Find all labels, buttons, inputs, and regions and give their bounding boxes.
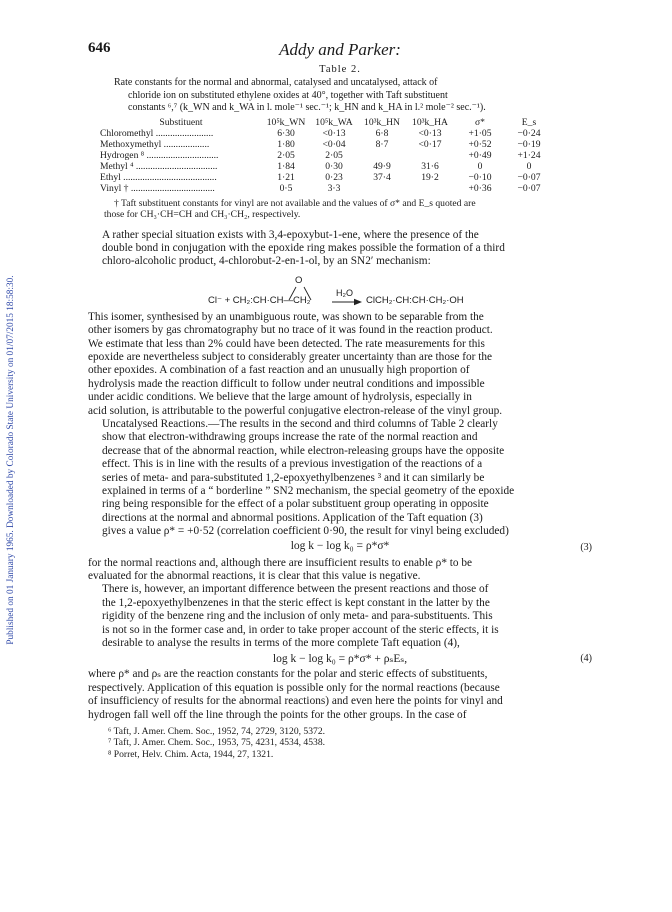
rate-constants-table <box>100 117 552 194</box>
text-line: other epoxides. A combination of a fast reaction and an unusually high proportion of <box>88 364 470 377</box>
caption-line: chloride ion on substituted ethylene oxides at 40°, together with Taft substituent <box>128 89 448 101</box>
text-line: explained in terms of a “ borderline ” SN2 mechanism, the special geometry of the epoxide <box>102 485 515 497</box>
table-cell: Methoxymethyl ................... <box>100 138 210 150</box>
table-cell: <0·04 <box>322 138 346 150</box>
table-number: Table 2. <box>319 64 361 75</box>
equation-number: (4) <box>580 653 592 665</box>
equation-expression: log k − log k₀ = ρ*σ* + ρₛEₛ, <box>272 653 408 666</box>
article-body <box>88 229 592 723</box>
table-cell: +1·24 <box>517 149 541 161</box>
paragraph <box>88 557 592 584</box>
text-line: where ρ* and ρₛ are the reaction constants for the polar and steric effects of substituents, <box>88 668 488 681</box>
table-cell: 0·30 <box>325 160 343 172</box>
table-cell: −0·19 <box>517 138 541 150</box>
text-line: other isomers by gas chromatography but no trace of it was found in the reaction product. <box>88 324 493 337</box>
table-cell <box>358 150 406 161</box>
column-header: σ* <box>475 116 485 128</box>
text-line: We estimate that less than 2% could have been detected. The rate measurements for this <box>88 337 485 350</box>
caption-line: Rate constants for the normal and abnormal, catalysed and uncatalysed, attack of <box>114 77 438 88</box>
text-line: hydrolysis made the reaction difficult to follow under neutral conditions and impossible <box>88 377 485 390</box>
column-header: E_s <box>521 116 537 128</box>
table-row <box>100 150 552 161</box>
table-cell: 3·3 <box>327 182 341 194</box>
table-cell: −0·07 <box>517 182 541 194</box>
table-cell <box>406 183 454 194</box>
text-line: under acidic conditions. We believe that the large amount of hydrolysis, especially in <box>88 391 472 404</box>
table-row <box>100 161 552 172</box>
table-cell: 0·5 <box>279 182 293 194</box>
table-cell: <0·17 <box>418 138 442 150</box>
footnotes <box>88 726 592 760</box>
equation-expression: log k − log k₀ = ρ*σ* <box>290 539 390 552</box>
equation-number: (3) <box>580 541 592 553</box>
download-notice-sidebar <box>5 140 19 780</box>
text-line: is not so in the former case and, in order to take proper account of the steric effects, it is <box>102 623 499 636</box>
table-cell: 19·2 <box>421 171 439 183</box>
footnote: ⁸ Porret, Helv. Chim. Acta, 1944, 27, 1321. <box>108 748 274 760</box>
equation-4 <box>88 650 592 668</box>
table-cell: 0 <box>477 160 483 172</box>
table-row <box>100 128 552 139</box>
table-cell: 31·6 <box>421 160 439 172</box>
table-cell: +0·52 <box>468 138 492 150</box>
text-line: epoxide are nevertheless subject to considerably greater uncertainty than are those for the <box>88 350 493 363</box>
table-footnote-line: † Taft substituent constants for vinyl are not available and the values of σ* and E_s quoted are <box>114 197 476 209</box>
text-line: gives a value ρ* = +0·52 (correlation coefficient 0·90, the result for vinyl being excluded) <box>102 525 509 538</box>
table-cell <box>358 183 406 194</box>
table-cell: Chloromethyl ........................ <box>100 127 214 139</box>
paragraph <box>88 418 592 539</box>
column-header: 10⁵k_WA <box>315 116 353 128</box>
table-cell: 1·21 <box>277 171 295 183</box>
page-header <box>88 40 592 62</box>
table-cell: +1·05 <box>468 127 492 139</box>
column-header: Substituent <box>159 116 203 128</box>
table-cell: +0·49 <box>468 149 492 161</box>
text-line: There is, however, an important difference between the present reactions and those of <box>102 583 489 596</box>
table-cell: Ethyl ....................................... <box>100 171 217 183</box>
text-line: acid solution, is attributable to the powerful conjugative electron-release of the vinyl group. <box>88 404 503 417</box>
table-cell: 6·8 <box>375 127 389 139</box>
table-cell: <0·13 <box>322 127 346 139</box>
paragraph <box>88 668 592 722</box>
table-cell: Methyl ⁴ .................................. <box>100 160 218 172</box>
column-header: 10³k_HN <box>364 116 400 128</box>
equation-3 <box>88 539 592 557</box>
text-line: double bond in conjugation with the epoxide ring makes possible the formation of a third <box>102 241 505 254</box>
table-footnote <box>104 198 592 221</box>
text-line: decrease that of the abnormal reaction, while electron-releasing groups have the opposite <box>102 444 505 457</box>
column-header: 10³k_HA <box>412 116 448 128</box>
page <box>88 40 592 760</box>
table-row <box>100 183 552 194</box>
running-head: Addy and Parker: <box>279 40 401 59</box>
footnote: ⁷ Taft, J. Amer. Chem. Soc., 1953, 75, 4231, 4534, 4538. <box>108 737 326 749</box>
table-row <box>100 172 552 183</box>
table-cell: Vinyl † ................................... <box>100 182 215 194</box>
reaction-reagent: H₂O <box>336 287 353 298</box>
text-line: respectively. Application of this equation is possible only for the normal reactions (because <box>88 681 500 694</box>
text-line: A rather special situation exists with 3,4-epoxybut-1-ene, where the presence of the <box>102 228 479 241</box>
table-caption <box>114 77 584 115</box>
table-footnote-line: those for CH₃·CH=CH and CH₃·CH₂, respectively. <box>104 209 301 220</box>
table-cell: Hydrogen ⁸ .............................. <box>100 149 219 161</box>
text-line: show that electron-withdrawing groups increase the rate of the normal reaction and <box>102 431 478 444</box>
reactants: Cl⁻ + CH₂:CH·CH—CH₂ <box>208 294 311 306</box>
table-cell: −0·07 <box>517 171 541 183</box>
text-line: Uncatalysed Reactions.—The results in the second and third columns of Table 2 clearly <box>102 417 498 430</box>
paragraph <box>88 311 592 418</box>
text-line: desirable to analyse the results in terms of the more complete Taft equation (4), <box>102 637 460 650</box>
epoxide-oxygen: O <box>295 274 303 286</box>
table-header-row <box>100 117 552 128</box>
table-cell: 2·05 <box>277 149 295 161</box>
table-cell: 1·84 <box>277 160 295 172</box>
text-line: rigidity of the benzene ring and the inclusion of only meta- and para-substituents. This <box>102 610 493 623</box>
reaction-arrowhead <box>354 299 362 305</box>
text-line: chloro-alcoholic product, 4-chlorobut-2-en-1-ol, by an SN2′ mechanism: <box>102 255 431 268</box>
footnote: ⁶ Taft, J. Amer. Chem. Soc., 1952, 74, 2729, 3120, 5372. <box>108 726 326 738</box>
table-cell: 8·7 <box>375 138 389 150</box>
text-line: ring being responsible for the effect of a polar substituent group operating in opposite <box>102 498 489 511</box>
text-line: evaluated for the abnormal reactions, it is clear that this value is negative. <box>88 570 421 583</box>
download-notice-text: Published on 01 January 1965. Downloaded by Colorado State University on 01/07/2015 18:58:30. <box>6 275 16 645</box>
text-line: series of meta- and para-substituted 1,2-epoxyethylbenzenes ³ and it can similarly be <box>102 471 485 484</box>
column-header: 10⁵k_WN <box>266 116 306 128</box>
text-line: the 1,2-epoxyethylbenzenes in that the steric effect is kept constant in the latter by the <box>102 596 490 609</box>
text-line: for the normal reactions and, although there are insufficient results to enable ρ* to be <box>88 556 473 569</box>
table-cell: 37·4 <box>373 171 391 183</box>
table-cell: 0·23 <box>325 171 343 183</box>
table-cell: 0 <box>526 160 532 172</box>
reaction-scheme <box>88 270 592 310</box>
table-cell: +0·36 <box>468 182 492 194</box>
text-line: This isomer, synthesised by an unambiguous route, was shown to be separable from the <box>88 310 484 323</box>
table-cell: 6·30 <box>277 127 295 139</box>
table-cell: 49·9 <box>373 160 391 172</box>
caption-line: constants ⁶,⁷ (k_WN and k_WA in l. mole⁻¹ sec.⁻¹; k_HN and k_HA in l.² mole⁻² sec.⁻¹). <box>128 102 486 113</box>
text-line: of insufficiency of results for the abnormal reactions) and even here the points for vinyl and <box>88 695 503 708</box>
table-cell: 2·05 <box>325 149 343 161</box>
product: ClCH₂·CH:CH·CH₂·OH <box>366 294 464 306</box>
table-cell <box>406 150 454 161</box>
page-number: 646 <box>88 40 111 56</box>
table-cell: −0·10 <box>468 171 492 183</box>
text-line: hydrogen fall well off the line through the points for the other groups. In the case of <box>88 708 467 721</box>
text-line: directions at the normal and abnormal positions. Application of the Taft equation (3) <box>102 511 483 524</box>
table-cell: <0·13 <box>418 127 442 139</box>
table-cell: 1·80 <box>277 138 295 150</box>
table-row <box>100 139 552 150</box>
paragraph <box>88 229 592 269</box>
table-cell: −0·24 <box>517 127 541 139</box>
text-line: effect. This is in line with the results of a previous investigation of the reactions of a <box>102 458 483 471</box>
paragraph <box>88 583 592 650</box>
